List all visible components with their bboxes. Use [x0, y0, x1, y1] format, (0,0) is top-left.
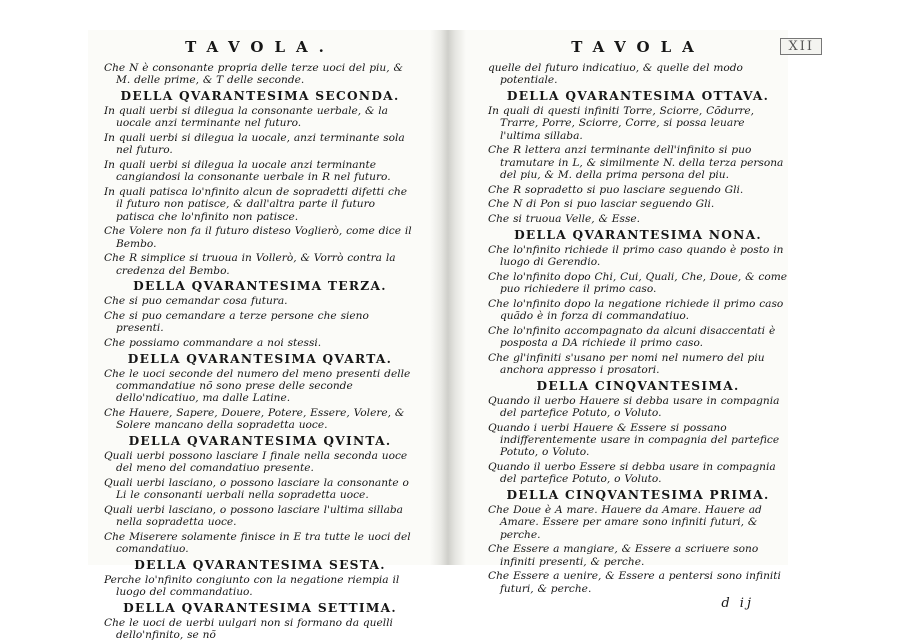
index-entry: Che le uoci de uerbi uulgari non si formano da quelli dello'nfinito, se nõ	[104, 617, 393, 642]
index-entry: Che R sopradetto si puo lasciare seguendo Gli.	[488, 183, 744, 196]
index-entry: Che Hauere, Sapere, Douere, Potere, Essere, Volere, & Solere mancano della sopradetta uoce.	[104, 407, 405, 432]
right-running-head: TAVOLA	[571, 38, 705, 56]
right-page-body	[488, 62, 788, 595]
chapter-heading: DELLA QVARANTESIMA OTTAVA.	[506, 89, 770, 103]
index-entry: Che lo'nfinito dopo la negatione richiede il primo caso quãdo è in forza di commandatiuo.	[488, 297, 784, 322]
index-entry: quelle del futuro indicatiuo, & quelle del modo potentiale.	[488, 62, 743, 87]
chapter-heading: DELLA QVARANTESIMA TERZA.	[133, 279, 387, 294]
index-entry: Che le uoci seconde del numero del meno presenti delle commandatiue nõ sono prese delle seconde dello'ndicatiuo, ma dalle Latine.	[104, 367, 411, 405]
index-entry: Che lo'nfinito accompagnato da alcuni disaccentati è posposta a DA richiede il primo caso.	[488, 324, 776, 349]
index-entry: Quando i uerbi Hauere & Essere si possano indifferentemente usare in compagnia del partefice Potuto, o Voluto.	[488, 421, 780, 459]
index-entry: In quali uerbi si dilegua la uocale, anzi terminante sola nel futuro.	[104, 132, 405, 157]
index-entry: Che possiamo commandare a noi stessi.	[104, 337, 322, 349]
index-entry: Che R simplice si truoua in Vollerò, & Vorrò contra la credenza del Bembo.	[104, 252, 396, 277]
index-entry: Quando il uerbo Essere si debba usare in compagnia del partefice Potuto, o Voluto.	[488, 461, 776, 486]
folio-number-box: XII	[780, 38, 822, 55]
index-entry: In quali patisca lo'nfinito alcun de sopradetti difetti che il futuro non patisce, & dall'altra parte il futuro patisca che lo'nfinito non patisce.	[104, 186, 408, 223]
index-entry: Che Essere a mangiare, & Essere a scriuere sono infiniti presenti, & perche.	[488, 543, 759, 568]
index-entry: In quali uerbi si dilegua la uocale anzi terminante cangiandosi la consonante uerbale in R nel futuro.	[104, 159, 391, 184]
index-entry: In quali uerbi si dilegua la consonante uerbale, & la uocale anzi terminante nel futuro.	[104, 105, 388, 130]
index-entry: Che Volere non fa il futuro disteso Voglierò, come dice il Bembo.	[104, 225, 412, 250]
index-entry: Quali uerbi lasciano, o possono lasciare la consonante o Li le consonanti uerbali nella sopradetta uoce.	[104, 477, 409, 502]
index-entry: Che si truoua Velle, & Esse.	[488, 213, 641, 225]
index-entry: Perche lo'nfinito congiunto con la negatione riempia il luogo del commandatiuo.	[104, 574, 400, 599]
index-entry: Quali uerbi lasciano, o possono lasciare l'ultima sillaba nella sopradetta uoce.	[104, 504, 403, 529]
left-page	[104, 38, 416, 644]
chapter-heading: DELLA QVARANTESIMA QVARTA.	[127, 351, 393, 366]
chapter-heading: DELLA QVARANTESIMA SETTIMA.	[123, 601, 397, 615]
index-entry: Quali uerbi possono lasciare I finale nella seconda uoce del meno del comandatiuo presente.	[104, 450, 408, 475]
chapter-heading: DELLA QVARANTESIMA SECONDA.	[120, 89, 400, 103]
right-page	[488, 38, 814, 612]
index-entry: Che gl'infiniti s'usano per nomi nel numero del piu anchora appresso i prosatori.	[488, 351, 765, 376]
chapter-heading: DELLA CINQVANTESIMA.	[536, 378, 740, 393]
index-entry: In quali di questi infiniti Torre, Sciorre, Cõdurre, Trarre, Porre, Sciorre, Corre, si possa leuare l'ultima sillaba.	[488, 105, 754, 142]
left-page-body	[104, 62, 416, 642]
index-entry: Che Miserere solamente finisce in E tra tutte le uoci del comandatiuo.	[104, 531, 411, 556]
index-entry: Che si puo cemandar cosa futura.	[104, 295, 288, 308]
chapter-heading: DELLA QVARANTESIMA QVINTA.	[128, 434, 392, 448]
index-entry: Quando il uerbo Hauere si debba usare in compagnia del partefice Potuto, o Voluto.	[488, 394, 780, 419]
chapter-heading: DELLA CINQVANTESIMA PRIMA.	[506, 488, 770, 502]
index-entry: Che si puo cemandare a terze persone che sieno presenti.	[104, 310, 369, 335]
index-entry: Che lo'nfinito dopo Chi, Cui, Quali, Che, Doue, & come puo richiedere il primo caso.	[488, 270, 788, 295]
signature-mark: d ij	[721, 596, 754, 612]
chapter-heading: DELLA QVARANTESIMA NONA.	[514, 227, 762, 242]
index-entry: Che N di Pon si puo lasciar seguendo Gli.	[488, 198, 715, 211]
index-entry: Che Doue è A mare. Hauere da Amare. Hauere ad Amare. Essere per amare sono infiniti futuri, & perche.	[488, 504, 762, 541]
index-entry: Che R lettera anzi terminante dell'infinito si puo tramutare in L, & similmente N. della terza persona del piu, & M. della prima persona del piu.	[488, 144, 784, 182]
book-gutter	[430, 30, 466, 565]
left-running-head: TAVOLA.	[185, 38, 335, 56]
chapter-heading: DELLA QVARANTESIMA SESTA.	[134, 558, 386, 572]
index-entry: Che lo'nfinito richiede il primo caso quando è posto in luogo di Gerendio.	[488, 243, 784, 268]
index-entry: Che N è consonante propria delle terze uoci del piu, & M. delle prime, & T delle seconde.	[104, 62, 403, 87]
index-entry: Che Essere a uenire, & Essere a pentersi sono infiniti futuri, & perche.	[488, 570, 781, 595]
